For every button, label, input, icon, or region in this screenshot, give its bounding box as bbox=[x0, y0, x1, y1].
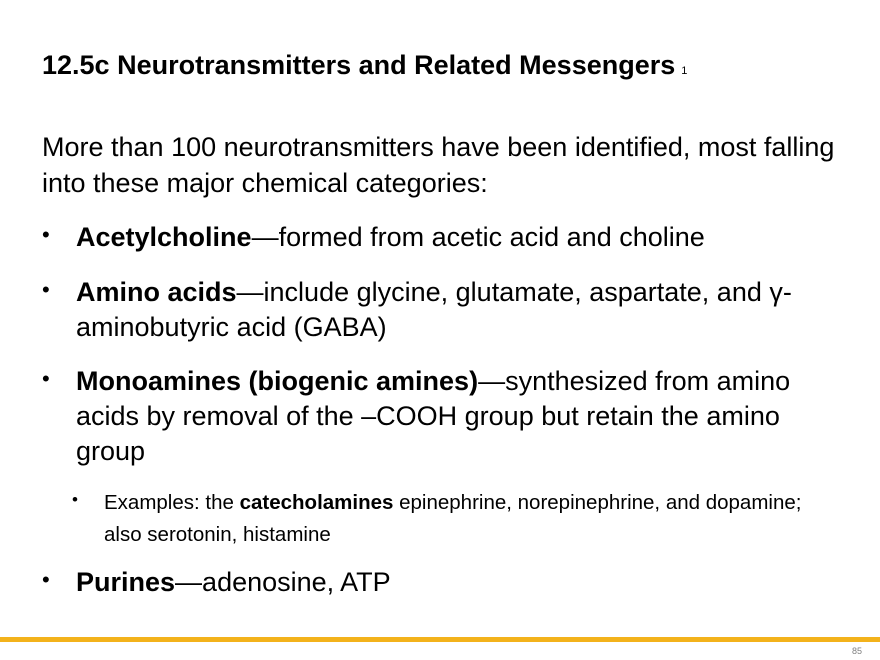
sub-bullet-glyph: • bbox=[72, 490, 78, 509]
intro-paragraph: More than 100 neurotransmitters have been identified, most falling into these major chemical categories: bbox=[42, 132, 835, 198]
bullet-glyph: • bbox=[42, 366, 50, 391]
sub-bullet-examples bbox=[72, 487, 832, 551]
bullet-description: —include glycine, glutamate, aspartate, and γ-aminobutyric acid (GABA) bbox=[76, 277, 792, 342]
bullet-glyph: • bbox=[42, 277, 50, 302]
bullet-text bbox=[76, 565, 842, 600]
bullet-amino-acids bbox=[42, 275, 842, 345]
bullet-description: —formed from acetic acid and choline bbox=[251, 222, 705, 252]
bullet-description: —adenosine, ATP bbox=[175, 567, 391, 597]
bullet-glyph: • bbox=[42, 222, 50, 247]
sub-bullet-prefix: Examples: the bbox=[104, 491, 240, 514]
sub-bullet-text bbox=[104, 487, 832, 551]
bullet-monoamines bbox=[42, 364, 842, 469]
bullet-description: —synthesized from amino acids by removal of the –COOH group but retain the amino group bbox=[76, 366, 791, 466]
footer-accent-bar bbox=[0, 637, 880, 642]
sub-bullet-term: catecholamines bbox=[239, 491, 394, 514]
sub-bullet-description: epinephrine, norepinephrine, and dopamine; also serotonin, histamine bbox=[104, 491, 802, 546]
bullet-term: Amino acids bbox=[76, 277, 237, 307]
slide-title bbox=[42, 48, 687, 88]
page-number: 85 bbox=[851, 646, 862, 656]
bullet-term: Purines bbox=[76, 567, 176, 597]
bullet-glyph: • bbox=[42, 567, 50, 592]
bullet-text bbox=[76, 275, 842, 345]
bullet-text bbox=[76, 364, 842, 469]
bullet-term: Monoamines (biogenic amines) bbox=[76, 366, 479, 396]
title-footnote-marker: 1 bbox=[681, 65, 688, 77]
slide-title-text: 12.5c Neurotransmitters and Related Messengers bbox=[42, 50, 676, 80]
bullet-purines bbox=[42, 565, 842, 600]
bullet-term: Acetylcholine bbox=[76, 222, 252, 252]
bullet-acetylcholine bbox=[42, 220, 842, 255]
bullet-text bbox=[76, 220, 842, 255]
